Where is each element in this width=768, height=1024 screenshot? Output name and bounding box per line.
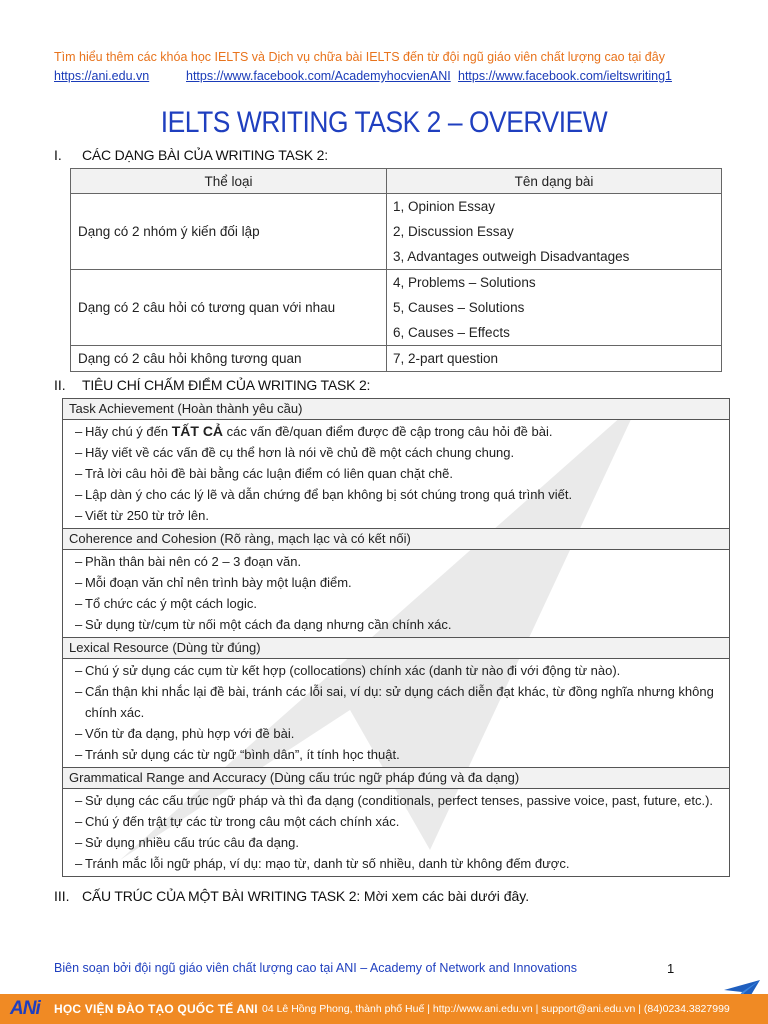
list-item: – Chú ý sử dụng các cụm từ kết hợp (collocations) chính xác (danh từ nào đi với động từ nào). [75, 663, 621, 678]
list-item: – Viết từ 250 từ trở lên. [75, 508, 209, 523]
table-header-row [71, 169, 722, 194]
column-header-names: Tên dạng bài [387, 169, 722, 194]
essay-type-name: 2, Discussion Essay [393, 224, 514, 239]
essay-type-name: 1, Opinion Essay [393, 199, 496, 214]
table-row [71, 270, 722, 346]
category-cell: Dạng có 2 câu hỏi không tương quan [71, 346, 387, 372]
section-3-note: Mời xem các bài dưới đây. [360, 888, 530, 904]
essay-type-name: 5, Causes – Solutions [393, 300, 525, 315]
section-1-title: CÁC DẠNG BÀI CỦA WRITING TASK 2: [82, 147, 328, 163]
names-cell [387, 346, 722, 372]
category-cell: Dạng có 2 nhóm ý kiến đối lập [71, 194, 387, 270]
page-title: IELTS WRITING TASK 2 – OVERVIEW [160, 106, 608, 139]
section-1-number: I. [54, 147, 62, 163]
criterion-heading-lexical: Lexical Resource (Dùng từ đúng) [63, 638, 730, 659]
section-2-heading [54, 377, 370, 393]
list-item: – Cẩn thận khi nhắc lại đề bài, tránh các lỗi sai, ví dụ: sử dụng cách diễn đạt khác, từ đồng nghĩa nhưng không [75, 684, 714, 699]
criteria-table [62, 398, 730, 877]
table-row [71, 194, 722, 270]
list-item: – Sử dụng các cấu trúc ngữ pháp và thì đa dạng (conditionals, perfect tenses, passive voice, past, future, etc.). [75, 793, 714, 808]
essay-type-name: 7, 2-part question [393, 351, 499, 366]
list-item: – Tổ chức các ý một cách logic. [75, 596, 257, 611]
ani-logo: ANi [10, 998, 40, 1019]
promo-note: Tìm hiểu thêm các khóa học IELTS và Dịch vụ chữa bài IELTS đến từ đội ngũ giáo viên chất lượng cao tại đây [54, 50, 665, 64]
section-2-number: II. [54, 377, 66, 393]
section-3-heading [54, 888, 529, 904]
list-item: – Sử dụng nhiều cấu trúc câu đa dạng. [75, 835, 299, 850]
list-item: – Hãy viết về các vấn đề cụ thể hơn là nói về chủ đề một cách chung chung. [75, 445, 515, 460]
category-cell: Dạng có 2 câu hỏi có tương quan với nhau [71, 270, 387, 346]
section-3-title: CẤU TRÚC CỦA MỘT BÀI WRITING TASK 2: [82, 888, 361, 904]
list-item: – Trả lời câu hỏi đề bài bằng các luận điểm có liên quan chặt chẽ. [75, 466, 453, 481]
essay-type-name: 4, Problems – Solutions [393, 275, 536, 290]
website-link[interactable]: https://ani.edu.vn [54, 69, 150, 83]
essay-types-table [70, 168, 722, 372]
list-item: – Sử dụng từ/cụm từ nối một cách đa dạng nhưng cần chính xác. [75, 617, 452, 632]
names-cell [387, 194, 722, 270]
criterion-heading-task-achievement: Task Achievement (Hoàn thành yêu cầu) [63, 399, 730, 420]
table-row [71, 346, 722, 372]
list-item: – Hãy chú ý đến TẤT CẢ các vấn đề/quan điểm được đề cập trong câu hỏi đề bài. [75, 423, 553, 439]
footer-credit: Biên soạn bởi đội ngũ giáo viên chất lượng cao tại ANI – Academy of Network and Innovations [54, 961, 577, 975]
section-3-number: III. [54, 888, 70, 904]
list-item: – Mỗi đoạn văn chỉ nên trình bày một luận điểm. [75, 575, 352, 590]
list-item: – Phần thân bài nên có 2 – 3 đoạn văn. [75, 554, 302, 569]
footer-band [0, 994, 768, 1024]
section-1-heading [54, 147, 328, 163]
section-2-title: TIÊU CHÍ CHẤM ĐIỂM CỦA WRITING TASK 2: [82, 377, 371, 393]
facebook-academy-link[interactable]: https://www.facebook.com/AcademyhocvienANI [186, 69, 451, 83]
list-item: – Chú ý đến trật tự các từ trong câu một cách chính xác. [75, 814, 400, 829]
list-item: – Tránh sử dụng các từ ngữ “bình dân”, ít tính học thuật. [75, 747, 400, 762]
essay-type-name: 6, Causes – Effects [393, 325, 510, 340]
criterion-items [63, 550, 730, 638]
facebook-ieltswriting-link[interactable]: https://www.facebook.com/ieltswriting1 [458, 69, 672, 83]
list-item: – Tránh mắc lỗi ngữ pháp, ví dụ: mạo từ, danh từ số nhiều, danh từ không đếm được. [75, 856, 570, 871]
contact-info: 04 Lê Hồng Phong, thành phố Huế | http://www.ani.edu.vn | support@ani.edu.vn | (84)0234.3827999 [262, 1003, 730, 1015]
school-name: HỌC VIỆN ĐÀO TẠO QUỐC TẾ ANI [54, 1002, 258, 1016]
list-item: – Lập dàn ý cho các lý lẽ và dẫn chứng để bạn không bị sót chúng trong quá trình viết. [75, 487, 573, 502]
criterion-heading-grammar: Grammatical Range and Accuracy (Dùng cấu trúc ngữ pháp đúng và đa dạng) [63, 768, 730, 789]
criterion-items [63, 420, 730, 529]
list-item: – Vốn từ đa dạng, phù hợp với đề bài. [75, 726, 295, 741]
emphasis-text: TẤT CẢ [171, 423, 224, 439]
page-number: 1 [667, 961, 675, 976]
names-cell [387, 270, 722, 346]
criterion-heading-coherence: Coherence and Cohesion (Rõ ràng, mạch lạc và có kết nối) [63, 529, 730, 550]
column-header-category: Thể loại [71, 169, 387, 194]
criterion-items [63, 659, 730, 768]
essay-type-name: 3, Advantages outweigh Disadvantages [393, 249, 630, 264]
list-item-continuation: chính xác. [85, 705, 145, 720]
criterion-items [63, 789, 730, 877]
